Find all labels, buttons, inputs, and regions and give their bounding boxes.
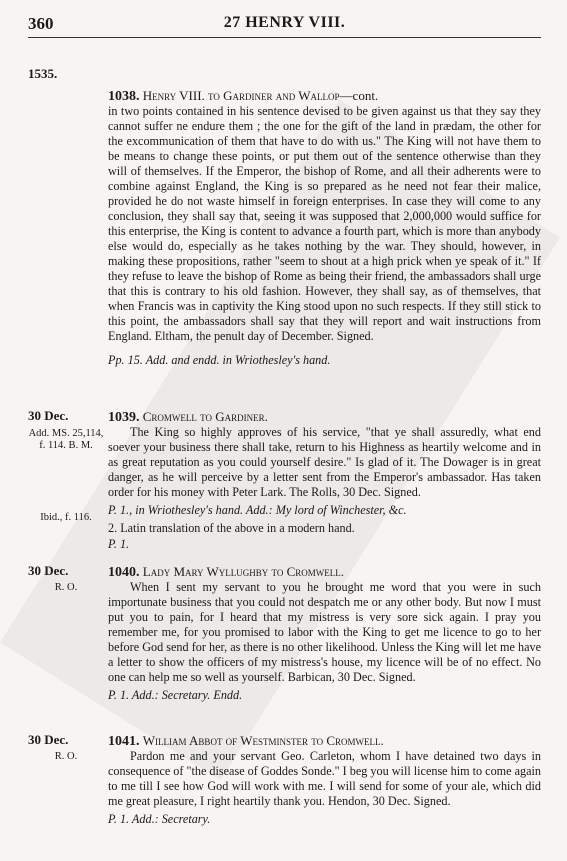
entry-note: Pp. 15. Add. and endd. in Wriothesley's hand.	[108, 353, 331, 367]
sub-source: Ibid., f. 116.	[40, 512, 92, 523]
entry-heading-suffix: —cont.	[339, 88, 379, 103]
entry-note: P. 1. Add.: Secretary.	[108, 812, 211, 826]
entry-number: 1038.	[108, 89, 140, 104]
entry-heading: Henry VIII. to Gardiner and Wallop	[142, 88, 340, 103]
entry-source: R. O.	[54, 750, 78, 762]
entry-heading: Cromwell to Gardiner.	[142, 409, 268, 424]
entry-title	[108, 409, 541, 425]
entry-number: 1041.	[108, 734, 140, 749]
page-number: 360	[28, 14, 54, 33]
sub-note: P. 1.	[108, 537, 130, 551]
entry-date: 30 Dec.	[28, 732, 69, 747]
entry-source: Add. MS. 25,114, f. 114. B. M.	[28, 427, 104, 451]
entry-text: When I sent my servant to you he brought me word that you were in such importunate business that you could not despatch me or any other body. But now I must put you to pain, for I heard that my mistress is very sore sick again. I pray you remember me, for you promised to labor with the King to get me licence to go to her before God send for her, as there is no other likelihood. Unless the King will let me have a letter to show the officers of my mistress's house, my licence will be of no effect. No one can help me so well as yourself. Barbican, 30 Dec. Signed.	[108, 580, 541, 684]
entry-source: R. O.	[54, 581, 78, 593]
entry-date: 30 Dec.	[28, 408, 69, 423]
entry-title	[108, 88, 541, 104]
entry-heading: William Abbot of Westminster to Cromwell.	[142, 733, 384, 748]
header-rule	[28, 37, 541, 38]
entry-note: P. 1. Add.: Secretary. Endd.	[108, 688, 243, 702]
entry-date: 1535.	[28, 66, 58, 81]
entry-text: in two points contained in his sentence devised to be given against us that they say they cannot suffer ne endure them ; the one for the gift of the land in prædam, the other for the excommunication of them that have to do with us." The King will not have them to be means to change these points, or put them out of the sentence otherwise than they will of themselves. If the Emperor, the bishop of Rome, and all their adherents were to combine against England, the King is so prepared as he need not fear their malice, provided he do not waste himself in foreign enterprises. In case they will come to any conclusion, they shall say that, seeing it was supposed that 2,000,000 would suffice for this enterprise, the King is content to advance a fourth part, which is more than anybody else would do, especially as he takes nothing by the war. They should, however, in making these propositions, rather "seem to shout at a high prick when ye speak of it." If they refuse to leave the bishop of Rome as being their friend, the ambassadors shall urge that this is contrary to his old fashion. However, they shall say, as of themselves, that when Francis was in captivity the King stood upon no such respects. If they still stick to this point, the ambassadors shall say that they will report and wait instructions from England. Eltham, the penult day of December. Signed.	[108, 104, 541, 343]
entry-heading: Lady Mary Wyllughby to Cromwell.	[142, 564, 345, 579]
entry-note: P. 1., in Wriothesley's hand. Add.: My lord of Winchester, &c.	[108, 503, 407, 517]
entry-number: 1040.	[108, 565, 140, 580]
entry-title	[108, 564, 541, 580]
page-header	[28, 14, 541, 36]
entry-title	[108, 733, 541, 749]
sub-text: 2. Latin translation of the above in a modern hand.	[108, 521, 355, 535]
running-head: 27 HENRY VIII.	[223, 14, 346, 31]
entry-text: Pardon me and your servant Geo. Carleton, whom I have detained two days in consequence of "the disease of Goddes Sonde." I beg you will license him to come again to me till I see how God will work with me. I will send for some of your ale, which did me great pleasure, I right heartily thank you. Hendon, 30 Dec. Signed.	[108, 749, 542, 808]
entry-number: 1039.	[108, 410, 140, 425]
entry-text: The King so highly approves of his service, "that ye shall assuredly, what end soever your business there shall take, return to his Highness as heartily welcome and in as great reputation as you could yourself desire." Is glad of it. The Dowager is in great danger, as he will perceive by a letter sent from the Emperor's ambassador. Has taken order for his money with Peter Lark. The Rolls, 30 Dec. Signed.	[108, 425, 541, 499]
entry-date: 30 Dec.	[28, 563, 69, 578]
